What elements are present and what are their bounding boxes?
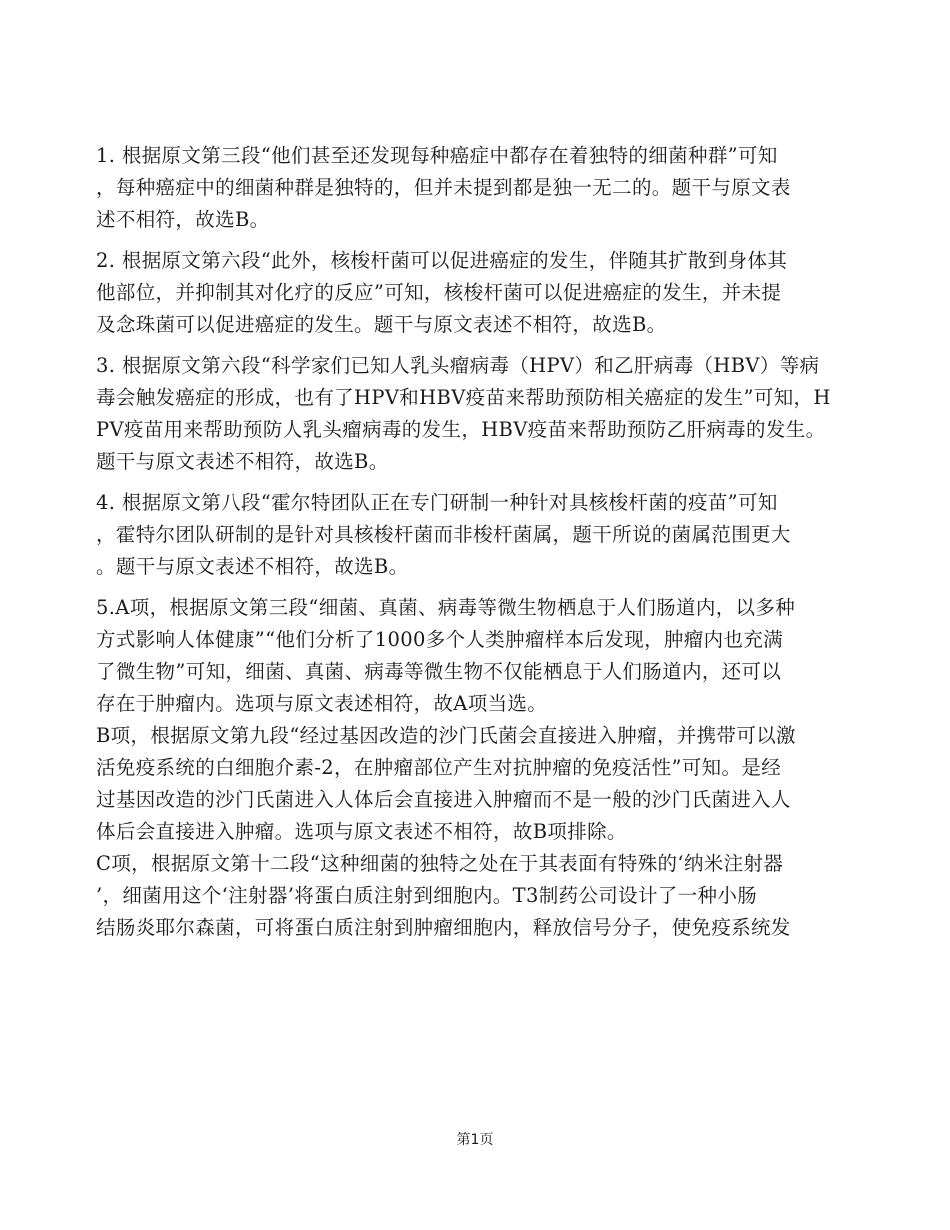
text-line: 5.A项，根据原文第三段“细菌、真菌、病毒等微生物栖息于人们肠道内，以多种 [96, 596, 796, 619]
text-line: 及念珠菌可以促进癌症的发生。题干与原文表述不相符，故选B。 [96, 313, 667, 336]
text-line: 结肠炎耶尔森菌，可将蛋白质注射到肿瘤细胞内，释放信号分子，使免疫系统发 [96, 916, 791, 939]
text-line: ’，细菌用这个‘注射器’将蛋白质注射到细胞内。T3制药公司设计了一种小肠 [96, 884, 758, 907]
text-line: 。题干与原文表述不相符，故选B。 [96, 555, 409, 578]
answer-explanations [96, 140, 871, 944]
text-line: ，每种癌症中的细菌种群是独特的，但并未提到都是独一无二的。题干与原文表 [96, 176, 791, 199]
answer-3-paragraph [96, 350, 871, 478]
text-line: C项，根据原文第十二段“这种细菌的独特之处在于其表面有特殊的‘纳米注射器 [96, 852, 784, 875]
page-number: 第1页 [456, 1132, 494, 1148]
text-line: B项，根据原文第九段“经过基因改造的沙门氏菌会直接进入肿瘤，并携带可以激 [96, 724, 796, 747]
text-line: PV疫苗用来帮助预防人乳头瘤病毒的发生，HBV疫苗来帮助预防乙肝病毒的发生。 [96, 418, 826, 441]
text-line: 了微生物”可知，细菌、真菌、病毒等微生物不仅能栖息于人们肠道内，还可以 [96, 660, 782, 683]
answer-5-paragraph [96, 592, 871, 944]
text-line: 4. 根据原文第八段“霍尔特团队正在专门研制一种针对具核梭杆菌的疫苗”可知 [96, 491, 778, 514]
text-line: 题干与原文表述不相符，故选B。 [96, 450, 389, 473]
text-line: 过基因改造的沙门氏菌进入人体后会直接进入肿瘤而不是一般的沙门氏菌进入人 [96, 788, 791, 811]
text-line: 毒会触发癌症的形成，也有了HPV和HBV疫苗来帮助预防相关癌症的发生”可知，H [96, 386, 831, 409]
text-line: 3. 根据原文第六段“科学家们已知人乳头瘤病毒（HPV）和乙肝病毒（HBV）等病 [96, 354, 820, 377]
text-line: 1. 根据原文第三段“他们甚至还发现每种癌症中都存在着独特的细菌种群”可知 [96, 144, 778, 167]
text-line: 2. 根据原文第六段“此外，核梭杆菌可以促进癌症的发生，伴随其扩散到身体其 [96, 249, 788, 272]
text-line: 述不相符，故选B。 [96, 208, 270, 231]
text-line: 方式影响人体健康”“他们分析了1000多个人类肿瘤样本后发现，肿瘤内也充满 [96, 628, 784, 651]
text-line: 体后会直接进入肿瘤。选项与原文表述不相符，故B项排除。 [96, 820, 627, 843]
answer-4-paragraph [96, 487, 871, 583]
text-line: 存在于肿瘤内。选项与原文表述相符，故A项当选。 [96, 692, 548, 715]
answer-2-paragraph [96, 245, 871, 341]
answer-1-paragraph [96, 140, 871, 236]
text-line: 他部位，并抑制其对化疗的反应”可知，核梭杆菌可以促进癌症的发生，并未提 [96, 281, 782, 304]
text-line: ，霍特尔团队研制的是针对具核梭杆菌而非梭杆菌属，题干所说的菌属范围更大 [96, 523, 791, 546]
text-line: 活免疫系统的白细胞介素-2，在肿瘤部位产生对抗肿瘤的免疫活性”可知。是经 [96, 756, 782, 779]
